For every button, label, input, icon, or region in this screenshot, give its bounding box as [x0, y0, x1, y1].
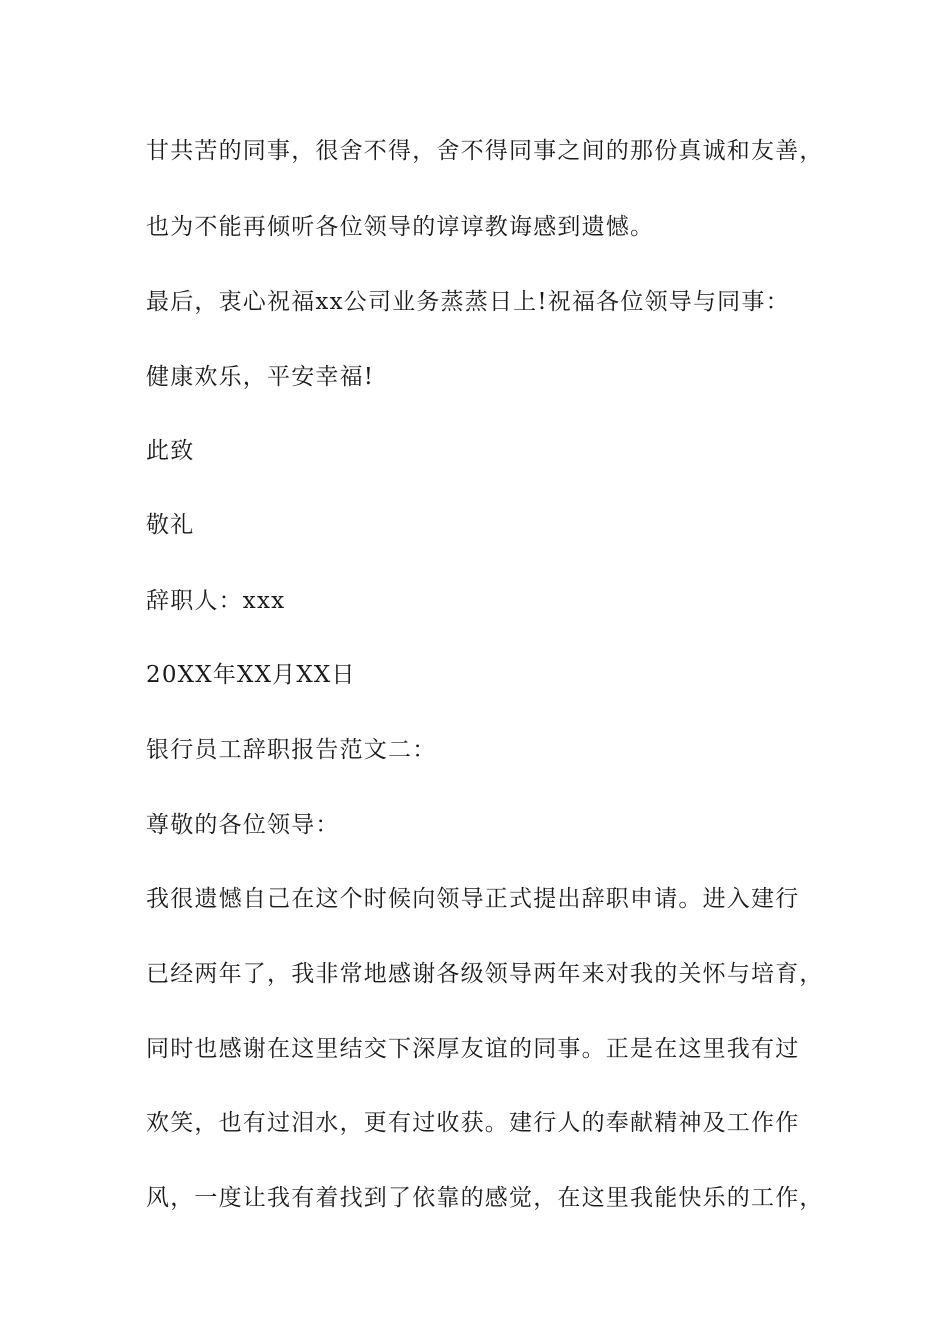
greeting: 尊敬的各位领导：: [146, 812, 340, 838]
text-line: 最后，衷心祝福xx公司业务蒸蒸日上!祝福各位领导与同事：: [146, 289, 790, 315]
text-line: 也为不能再倾听各位领导的谆谆教诲感到遗憾。: [146, 214, 655, 240]
text-line: 风，一度让我有着找到了依靠的感觉，在这里我能快乐的工作，: [146, 1185, 824, 1211]
salutation: 敬礼: [146, 512, 195, 538]
text-line: 同时也感谢在这里结交下深厚友谊的同事。正是在这里我有过: [146, 1036, 800, 1062]
section-heading: 银行员工辞职报告范文二：: [146, 737, 437, 763]
date-line: 20XX年XX月XX日: [146, 662, 356, 688]
text-line: 甘共苦的同事，很舍不得，舍不得同事之间的那份真诚和友善，: [146, 138, 824, 164]
text-line: 我很遗憾自己在这个时候向领导正式提出辞职申请。进入建行: [146, 886, 800, 912]
closing-phrase: 此致: [146, 438, 195, 464]
text-line: 欢笑，也有过泪水，更有过收获。建行人的奉献精神及工作作: [146, 1110, 800, 1136]
signature-line: 辞职人：xxx: [146, 588, 286, 614]
text-line: 已经两年了，我非常地感谢各级领导两年来对我的关怀与培育，: [146, 961, 824, 987]
text-line: 健康欢乐，平安幸福!: [146, 364, 375, 390]
